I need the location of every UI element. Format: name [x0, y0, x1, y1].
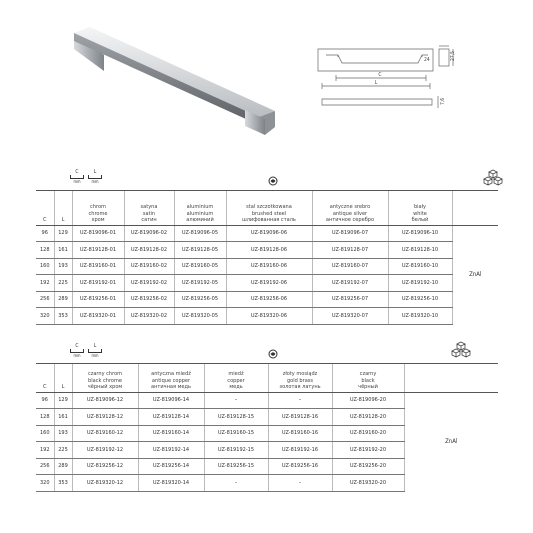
table2-c-icon-unit: mm: [73, 353, 81, 358]
table-cell: –: [268, 475, 332, 492]
table-cell: UZ-819128-01: [72, 242, 124, 259]
table-cell: UZ-819256-20: [332, 458, 404, 475]
table-cell: UZ-819096-06: [226, 225, 312, 242]
table-row: [36, 275, 498, 292]
table-cell: –: [204, 475, 268, 492]
table-cell: 256: [36, 291, 54, 308]
table-cell: UZ-819320-06: [226, 308, 312, 325]
material-column-header: [404, 364, 498, 392]
column-header: czarny black чёрный: [332, 364, 404, 392]
table-cell: UZ-819320-14: [138, 475, 204, 492]
table-cell: UZ-819096-07: [312, 225, 388, 242]
table-cell: UZ-819128-20: [332, 409, 404, 426]
table-cell: UZ-819160-15: [204, 425, 268, 442]
table-cell: UZ-819320-07: [312, 308, 388, 325]
column-header: czarny chrom black chrome чёрный хром: [72, 364, 138, 392]
table-cell: 160: [36, 425, 54, 442]
table-cell: 353: [54, 308, 72, 325]
table-cell: UZ-819320-10: [388, 308, 452, 325]
table-cell: UZ-819160-16: [268, 425, 332, 442]
table-cell: 192: [36, 442, 54, 459]
table-cell: UZ-819128-14: [138, 409, 204, 426]
table-cell: UZ-819256-01: [72, 291, 124, 308]
column-header: stal szczotkowana brushed steel шлифованная сталь: [226, 191, 312, 225]
table-cell: 193: [54, 425, 72, 442]
column-header: aluminium aluminium алюминий: [174, 191, 226, 225]
table-cell: UZ-819096-05: [174, 225, 226, 242]
table-cell: UZ-819160-02: [124, 258, 174, 275]
table-cell: 96: [36, 392, 54, 409]
table-row: [36, 308, 498, 325]
table-header-row: [36, 364, 498, 392]
table-cell: UZ-819128-15: [204, 409, 268, 426]
dim-c-label: C: [378, 72, 382, 78]
table-row: [36, 392, 498, 409]
table-cell: UZ-819160-05: [174, 258, 226, 275]
table1-package-icon: [483, 169, 503, 187]
table-cell: UZ-819128-10: [388, 242, 452, 259]
table-cell: 256: [36, 458, 54, 475]
table-cell: UZ-819320-01: [72, 308, 124, 325]
column-header: satyna satin сатин: [124, 191, 174, 225]
dim-width-label: 24: [424, 57, 430, 63]
material-column-header: [452, 191, 498, 225]
table-cell: UZ-819128-05: [174, 242, 226, 259]
table-row: [36, 258, 498, 275]
table-cell: UZ-819128-12: [72, 409, 138, 426]
table-cell: 225: [54, 442, 72, 459]
table-cell: UZ-819192-15: [204, 442, 268, 459]
table-cell: UZ-819192-16: [268, 442, 332, 459]
table2: [36, 364, 498, 492]
table-cell: 128: [36, 242, 54, 259]
table-cell: UZ-819128-16: [268, 409, 332, 426]
table-cell: UZ-819256-14: [138, 458, 204, 475]
table-cell: UZ-819160-10: [388, 258, 452, 275]
material-cell: ZnAl: [469, 270, 482, 278]
table-cell: 289: [54, 458, 72, 475]
table-cell: 129: [54, 225, 72, 242]
table-header-row: [36, 191, 498, 225]
table-cell: UZ-819256-12: [72, 458, 138, 475]
table-cell: 128: [36, 409, 54, 426]
table-cell: UZ-819192-02: [124, 275, 174, 292]
table-cell: UZ-819320-20: [332, 475, 404, 492]
table-cell: UZ-819256-10: [388, 291, 452, 308]
column-header: L: [54, 364, 72, 392]
table1: [36, 191, 498, 325]
table-cell: UZ-819256-05: [174, 291, 226, 308]
table-cell: 353: [54, 475, 72, 492]
table-cell: UZ-819192-05: [174, 275, 226, 292]
table2-l-icon-letter: L: [93, 343, 97, 349]
table-cell: 192: [36, 275, 54, 292]
table-cell: UZ-819192-20: [332, 442, 404, 459]
dim-l-label: L: [374, 80, 378, 86]
table-cell: UZ-819160-06: [226, 258, 312, 275]
table-cell: UZ-819096-12: [72, 392, 138, 409]
table-cell: UZ-819256-02: [124, 291, 174, 308]
table-cell: UZ-819096-02: [124, 225, 174, 242]
table2-l-icon: [88, 343, 102, 358]
table-cell: –: [268, 392, 332, 409]
table1-finish-icon: [268, 176, 278, 186]
table-cell: UZ-819192-01: [72, 275, 124, 292]
table-cell: UZ-819256-07: [312, 291, 388, 308]
table-cell: UZ-819160-01: [72, 258, 124, 275]
table-row: [36, 242, 498, 259]
table-cell: 160: [36, 258, 54, 275]
table2-c-icon-letter: C: [75, 343, 79, 349]
column-header: miedź copper медь: [204, 364, 268, 392]
table-cell: 129: [54, 392, 72, 409]
material-cell: ZnAl: [445, 437, 458, 445]
column-header: antyczna miedź antique copper античная медь: [138, 364, 204, 392]
handle-product-image: [60, 15, 280, 140]
table-cell: UZ-819096-01: [72, 225, 124, 242]
technical-drawing: [308, 35, 458, 125]
dim-height-label: 27,5: [450, 50, 456, 61]
table1-l-icon: [88, 169, 102, 184]
table2-l-icon-unit: mm: [91, 353, 99, 358]
table-cell: 320: [36, 475, 54, 492]
table-cell: 161: [54, 409, 72, 426]
table-row: [36, 291, 498, 308]
table-cell: UZ-819096-10: [388, 225, 452, 242]
table-cell: UZ-819128-07: [312, 242, 388, 259]
table-cell: 193: [54, 258, 72, 275]
table-cell: UZ-819160-12: [72, 425, 138, 442]
table1-l-icon-letter: L: [93, 169, 97, 175]
table1-c-icon-letter: C: [75, 169, 79, 175]
dim-thickness-label: 7,6: [440, 97, 446, 105]
table-cell: UZ-819128-02: [124, 242, 174, 259]
table1-c-icon-unit: mm: [73, 179, 81, 184]
table-cell: UZ-819192-07: [312, 275, 388, 292]
column-header: C: [36, 191, 54, 225]
table-cell: UZ-819160-14: [138, 425, 204, 442]
column-header: L: [54, 191, 72, 225]
table-cell: UZ-819320-05: [174, 308, 226, 325]
table-cell: 289: [54, 291, 72, 308]
table-row: [36, 225, 498, 242]
table-cell: UZ-819128-06: [226, 242, 312, 259]
table-cell: UZ-819192-12: [72, 442, 138, 459]
table-cell: UZ-819320-02: [124, 308, 174, 325]
table-cell: 320: [36, 308, 54, 325]
table1-c-icon: [70, 169, 84, 184]
table-cell: 96: [36, 225, 54, 242]
column-header: antyczne srebro antique silver античное серебро: [312, 191, 388, 225]
column-header: biały white белый: [388, 191, 452, 225]
table-cell: UZ-819256-15: [204, 458, 268, 475]
table-cell: UZ-819160-07: [312, 258, 388, 275]
table-cell: UZ-819256-16: [268, 458, 332, 475]
table-cell: UZ-819192-06: [226, 275, 312, 292]
table-cell: –: [204, 392, 268, 409]
table-cell: UZ-819192-14: [138, 442, 204, 459]
table-cell: UZ-819192-10: [388, 275, 452, 292]
table2-finish-icon: [268, 349, 278, 359]
table2-c-icon: [70, 343, 84, 358]
table2-package-icon: [451, 341, 471, 359]
table-cell: UZ-819096-20: [332, 392, 404, 409]
column-header: C: [36, 364, 54, 392]
table1-l-icon-unit: mm: [91, 179, 99, 184]
table-cell: 225: [54, 275, 72, 292]
table-cell: UZ-819160-20: [332, 425, 404, 442]
column-header: złoty mosiądz gold brass золотая латунь: [268, 364, 332, 392]
column-header: chrom chrome хром: [72, 191, 124, 225]
table-cell: UZ-819096-14: [138, 392, 204, 409]
table-cell: UZ-819256-06: [226, 291, 312, 308]
table-cell: UZ-819320-12: [72, 475, 138, 492]
table-cell: 161: [54, 242, 72, 259]
